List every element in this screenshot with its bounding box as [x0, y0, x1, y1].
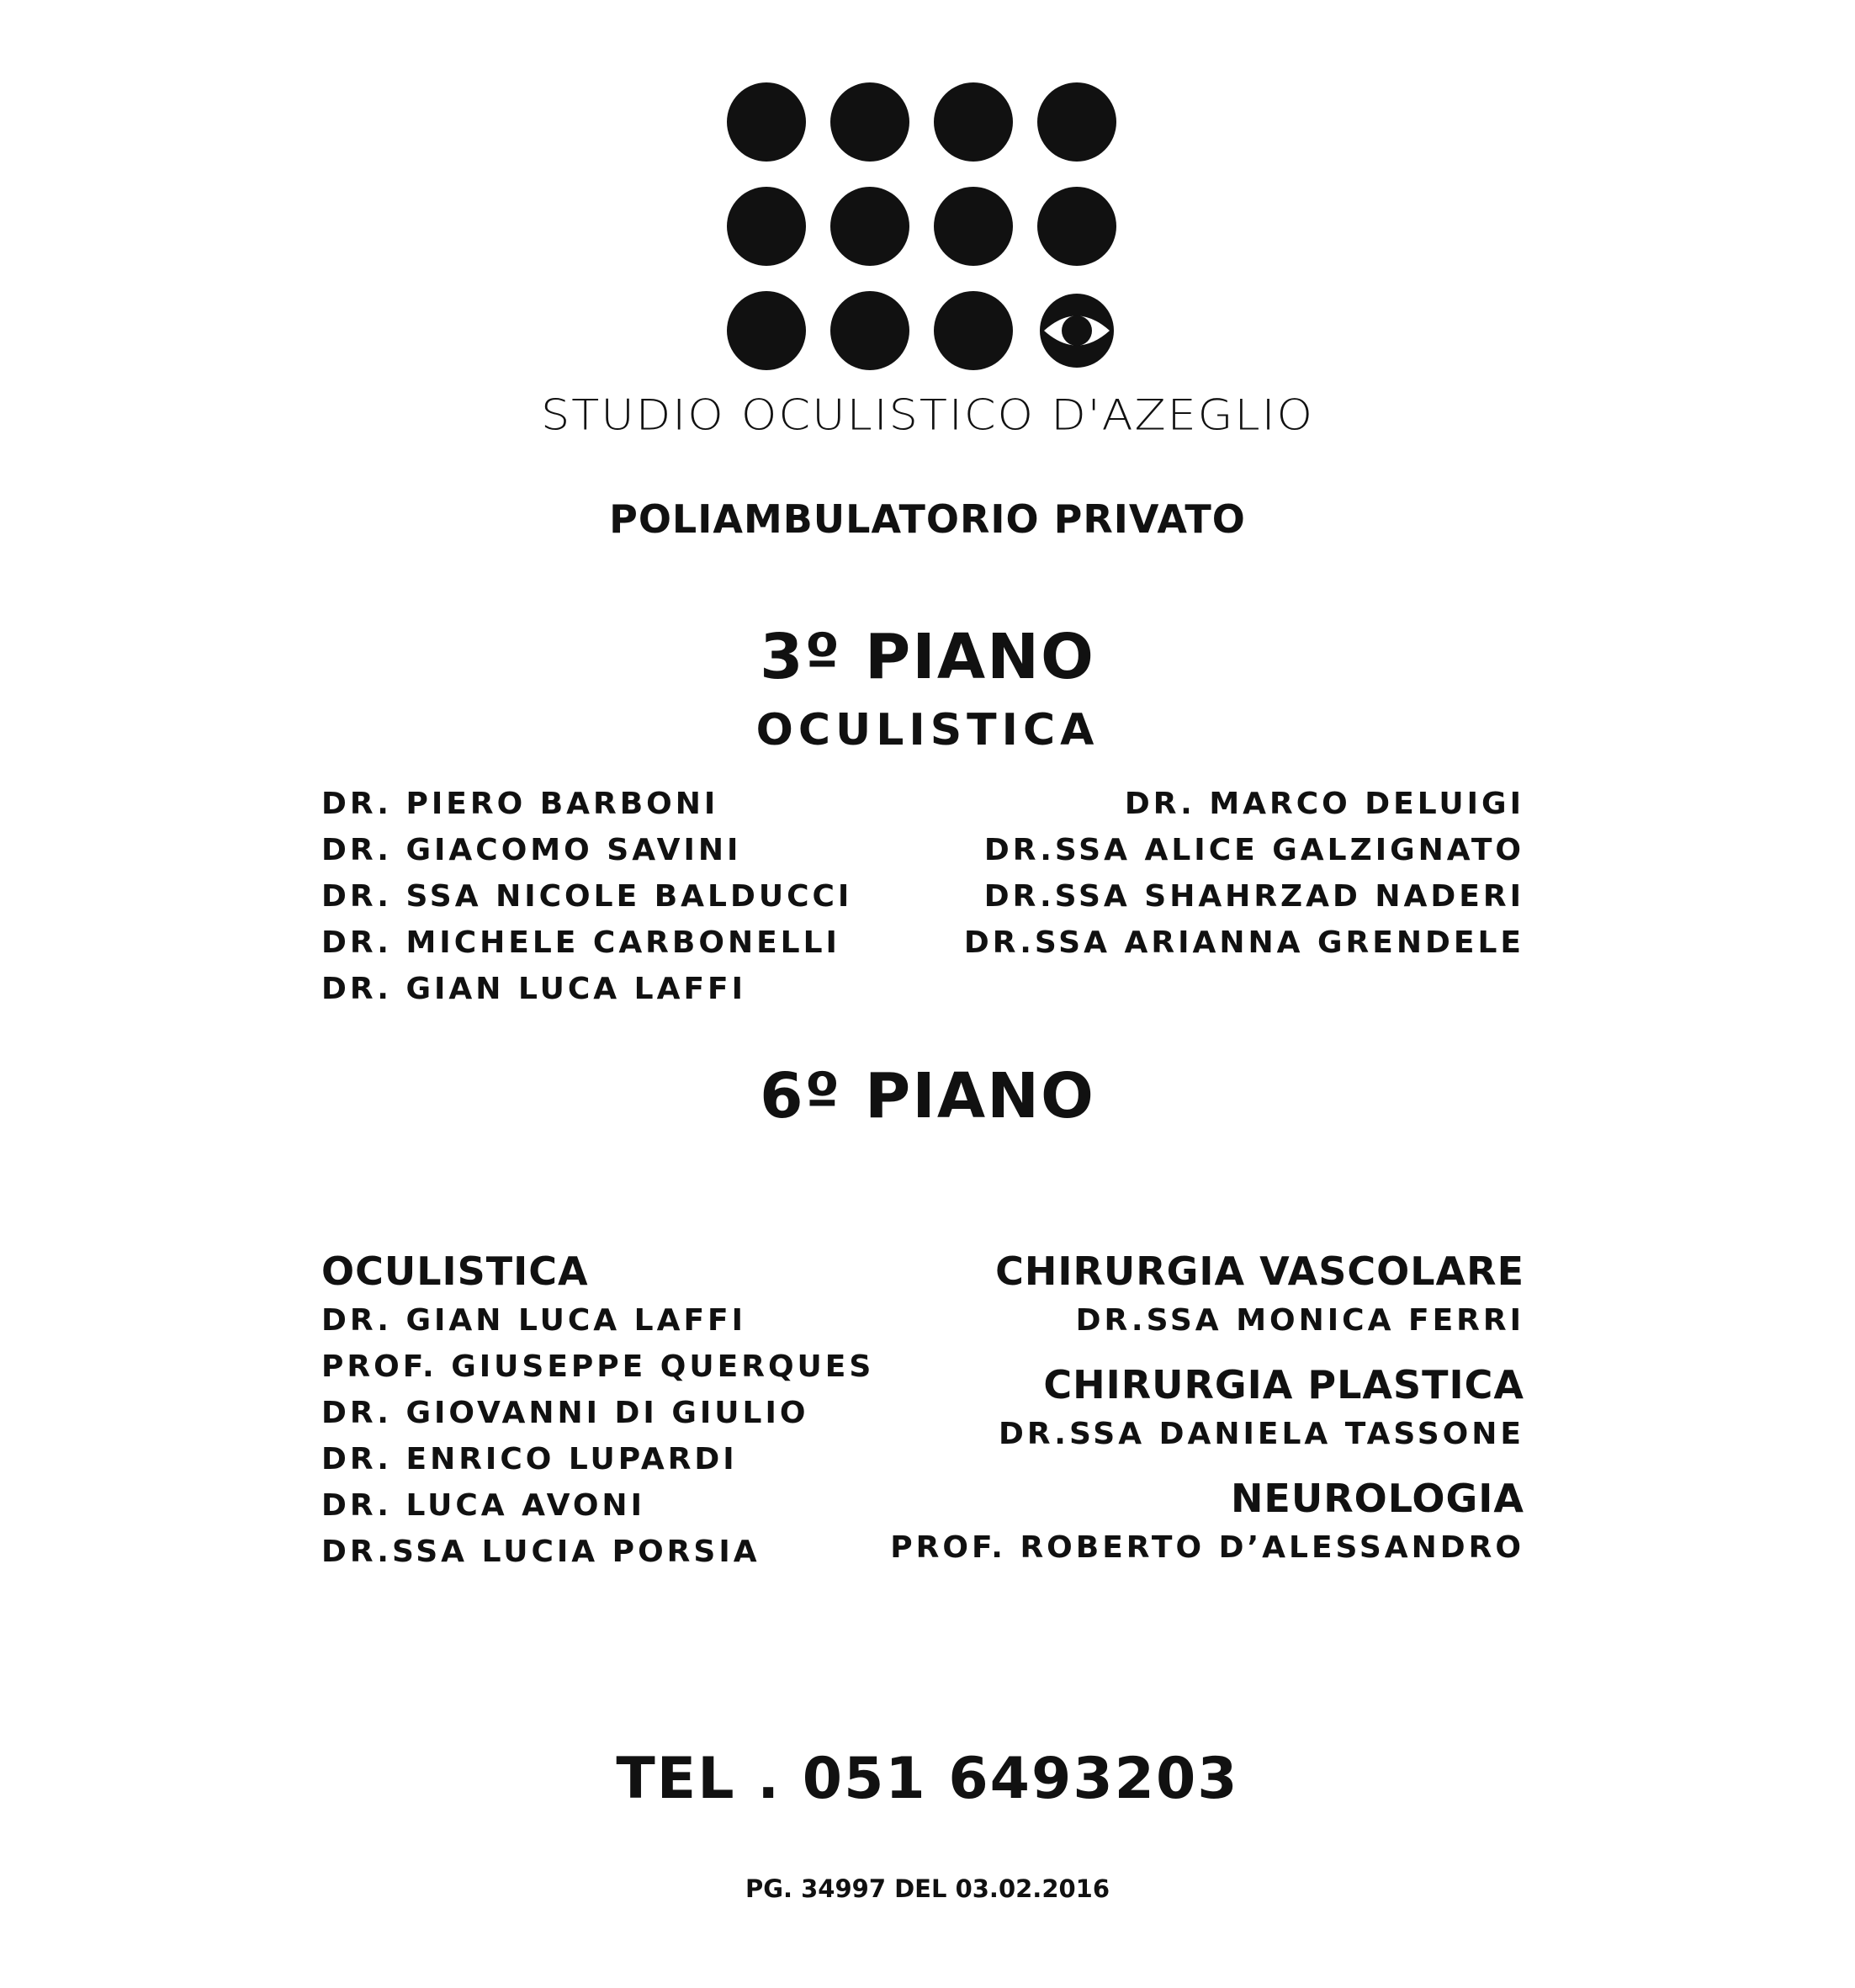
logo-dot [830, 291, 909, 370]
department-heading: CHIRURGIA VASCOLARE [995, 1248, 1524, 1294]
doctor-name: DR.SSA MONICA FERRI [1075, 1303, 1524, 1338]
doctor-name: DR. LUCA AVONI [321, 1488, 645, 1523]
floor-3-department: OCULISTICA [755, 705, 1100, 755]
doctor-name: DR. GIOVANNI DI GIULIO [321, 1396, 809, 1430]
logo-dot [830, 82, 909, 162]
phone-number: TEL . 051 6493203 [616, 1746, 1239, 1812]
doctor-name: DR.SSA LUCIA PORSIA [321, 1535, 761, 1569]
logo-dot [1037, 187, 1116, 266]
doctor-name: DR.SSA ALICE GALZIGNATO [983, 833, 1524, 867]
doctor-name: DR. GIAN LUCA LAFFI [321, 972, 747, 1006]
logo-dot [1037, 82, 1116, 162]
doctor-name: DR. MARCO DELUIGI [1124, 787, 1524, 821]
floor-3-title: 3º PIANO [760, 621, 1095, 693]
doctor-name: DR.SSA SHAHRZAD NADERI [983, 879, 1524, 914]
doctor-name: DR. SSA NICOLE BALDUCCI [321, 879, 853, 914]
brand-name: STUDIO OCULISTICO D'AZEGLIO [540, 390, 1315, 440]
logo-dot [934, 82, 1013, 162]
department-heading: NEUROLOGIA [1230, 1476, 1524, 1521]
department-heading: CHIRURGIA PLASTICA [1043, 1362, 1524, 1408]
logo-dot [727, 187, 806, 266]
floor-3-left-list [321, 781, 852, 1012]
doctor-name: DR. ENRICO LUPARDI [321, 1442, 738, 1476]
doctor-name: DR.SSA DANIELA TASSONE [999, 1417, 1524, 1451]
logo-dot [934, 291, 1013, 370]
logo [727, 82, 1117, 360]
floor-6-title: 6º PIANO [760, 1060, 1095, 1132]
logo-dot [830, 187, 909, 266]
floor-6-left-list [321, 1245, 874, 1575]
doctor-name: PROF. ROBERTO D’ALESSANDRO [890, 1530, 1524, 1565]
eye-icon [1037, 291, 1116, 370]
logo-dot [934, 187, 1013, 266]
department-heading: OCULISTICA [321, 1248, 589, 1294]
doctor-name: DR. PIERO BARBONI [321, 787, 719, 821]
floor-6-right-list [890, 1245, 1524, 1571]
doctor-name: DR.SSA ARIANNA GRENDELE [963, 925, 1524, 960]
doctor-name: PROF. GIUSEPPE QUERQUES [321, 1349, 875, 1384]
floor-3-right-list [964, 781, 1524, 966]
logo-dot [727, 291, 806, 370]
doctor-name: DR. GIAN LUCA LAFFI [321, 1303, 747, 1338]
logo-dot [727, 82, 806, 162]
doctor-name: DR. GIACOMO SAVINI [321, 833, 742, 867]
doctor-name: DR. MICHELE CARBONELLI [321, 925, 840, 960]
subtitle: POLIAMBULATORIO PRIVATO [609, 496, 1246, 542]
reference-number: PG. 34997 DEL 03.02.2016 [745, 1874, 1110, 1903]
